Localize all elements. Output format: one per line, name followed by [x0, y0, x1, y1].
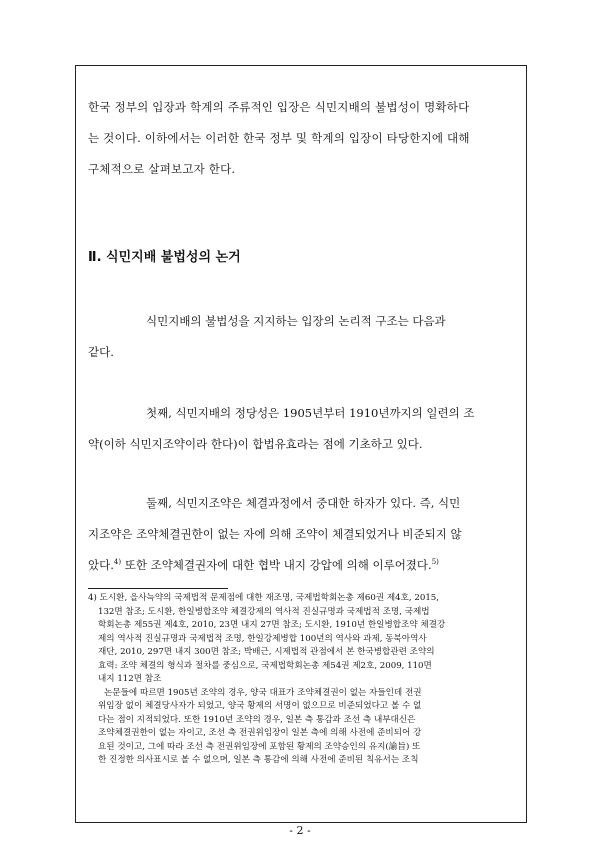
section-heading: Ⅱ. 식민지배 불법성의 논거 — [88, 250, 241, 265]
footnote-line: 4) 도시환, 을사늑약의 국제법적 문제점에 대한 재조명, 국제법학회논총 제60권 제4호, 2015, — [88, 593, 439, 603]
intro-paragraph — [88, 92, 516, 185]
footnote-line: 다는 점이 지적되었다. 또한 1910년 조약의 경우, 일본 측 통감과 조선 측 내부대신은 — [98, 714, 416, 725]
text-line: 약(이하 식민지조약이라 한다)이 합법유효라는 점에 기초하고 있다. — [88, 437, 423, 451]
footnote-line: 조약체결권한이 없는 자이고, 조선 측 전권위임장이 일본 측에 의해 사전에 준비되어 강 — [98, 728, 422, 738]
text-line: 구체적으로 살펴보고자 한다. — [88, 162, 236, 176]
text-line: 첫째, 식민지배의 정당성은 1905년부터 1910년까지의 일련의 조 — [146, 406, 475, 420]
paragraph-second-point — [88, 488, 516, 581]
footnote-line: 132면 참조; 도시환, 한일병합조약 체결강제의 역사적 진실규명과 국제법적 조명, 국제법 — [98, 606, 430, 617]
page-number: - 2 - — [289, 824, 311, 837]
text-line: 식민지배의 불법성을 지지하는 입장의 논리적 구조는 다음과 — [146, 314, 446, 328]
footnote-line: 내지 112면 참조 — [98, 674, 162, 684]
footnote-divider — [88, 588, 228, 589]
text-line: 는 것이다. 이하에서는 이러한 한국 정부 및 학계의 입장이 타당한지에 대해 — [88, 131, 470, 145]
text-line: 같다. — [88, 345, 114, 359]
paragraph-structure — [88, 306, 516, 368]
footnote-line: 효력: 조약 체결의 형식과 절차를 중심으로, 국제법학회논총 제54권 제2호, 2009, 110면 — [98, 660, 432, 671]
text-fragment: 았다. — [88, 558, 114, 572]
footnote-line: 한 진정한 의사표시로 볼 수 없으며, 일본 측 통감에 의해 사전에 준비된 칙유서는 조칙 — [98, 755, 419, 765]
footnote-line: 학회논총 제55권 제4호, 2010, 23면 내지 27면 참조; 도시환, 1910년 한일병합조약 체결강 — [98, 620, 446, 630]
paragraph-first-point — [88, 398, 516, 460]
footnote-line: 제의 역사적 진실규명과 국제법적 조명, 한일강제병합 100년의 역사와 과제, 동북아역사 — [98, 633, 427, 644]
text-fragment: 또한 조약체결권자에 대한 협박 내지 강압에 의해 이루어졌다. — [121, 558, 432, 572]
text-line: 한국 정부의 입장과 학계의 주류적인 입장은 식민지배의 불법성이 명확하다 — [88, 100, 470, 114]
footnote-line: 요된 것이고, 그에 따라 조선 측 전권위임장에 포함된 황제의 조약승인의 유지(諭旨) 또 — [98, 741, 421, 752]
footnote-line: 재단, 2010, 297면 내지 300면 참조; 박배근, 시제법적 관점에서 본 한국병합관련 조약의 — [98, 647, 435, 657]
text-line: 지조약은 조약체결권한이 없는 자에 의해 조약이 체결되었거나 비준되지 않 — [88, 527, 462, 541]
text-line — [88, 550, 516, 581]
footnote-ref-5[interactable]: 5) — [431, 558, 439, 567]
footnote-line: 위임장 없이 체결당사자가 되었고, 양국 황제의 서명이 없으므로 비준되었다고 볼 수 없 — [98, 701, 422, 711]
text-line: 둘째, 식민지조약은 체결과정에서 중대한 하자가 있다. 즉, 식민 — [146, 496, 461, 510]
footnote-ref-4[interactable]: 4) — [113, 558, 122, 567]
footnote-4 — [88, 592, 518, 768]
footnote-line: 논문들에 따르면 1905년 조약의 경우, 양국 대표가 조약체결권이 없는 자들인데 전권 — [104, 687, 422, 698]
